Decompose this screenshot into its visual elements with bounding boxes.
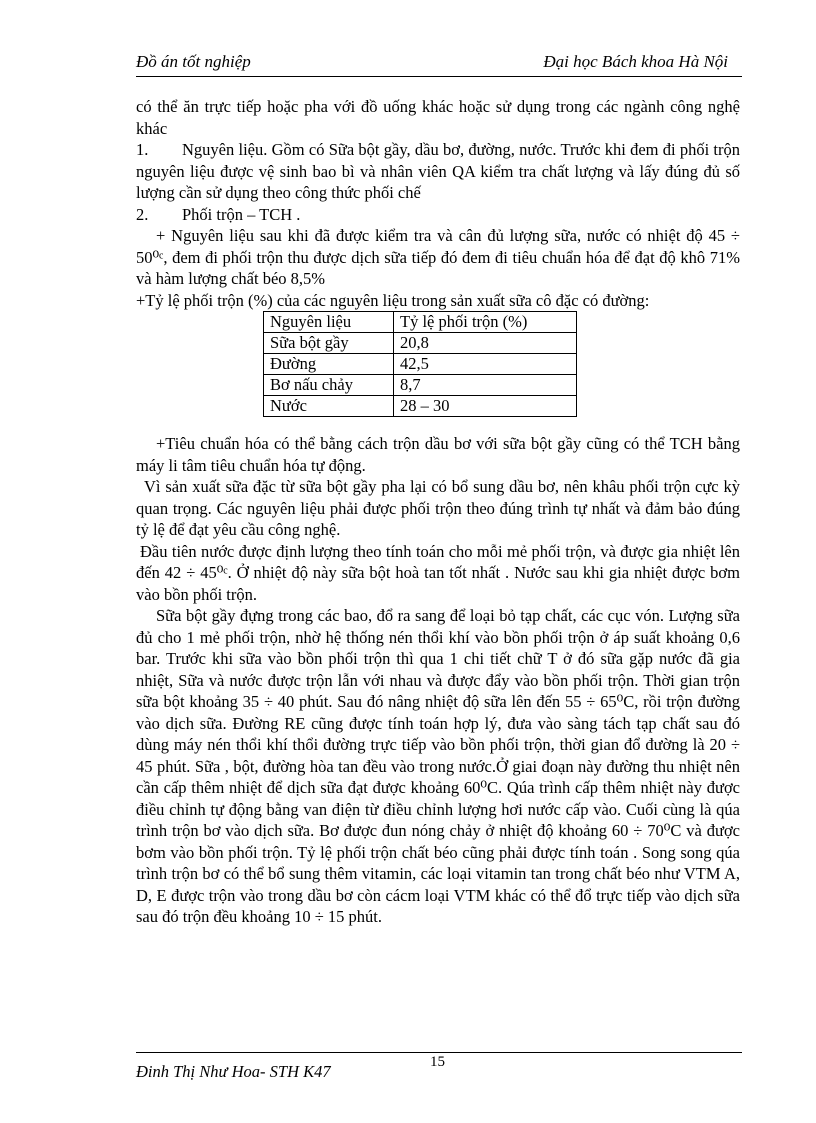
header-doc-title: Đồ án tốt nghiệp <box>136 52 251 71</box>
paragraph-raw-check: + Nguyên liệu sau khi đã được kiểm tra và cân đủ lượng sữa, nước có nhiệt độ 45 ÷ 50⁰ᶜ, đem đi phối trộn thu được dịch sữa tiếp đó đem đi tiêu chuẩn hóa để đạt độ khô 71% và hàm lượng chất béo 8,5% <box>136 226 740 288</box>
table-cell: Sữa bột gầy <box>264 333 394 354</box>
table-cell: 8,7 <box>394 375 577 396</box>
list-number: 2. <box>136 204 149 224</box>
page-number: 15 <box>430 1054 445 1070</box>
table-row <box>264 396 577 417</box>
table-cell: Nước <box>264 396 394 417</box>
table-row <box>264 333 577 354</box>
paragraph-water-heating: Đầu tiên nước được định lượng theo tính toán cho mỗi mẻ phối trộn, và được gia nhiệt lên đến 42 ÷ 45⁰ᶜ. Ở nhiệt độ này sữa bột hoà tan tốt nhất . Nước sau khi gia nhiệt được bơm vào bồn phối trộn. <box>136 541 740 604</box>
list-item-text: Nguyên liệu. Gồm có Sữa bột gầy, dầu bơ, đường, nước. Trước khi đem đi phối trộn nguyên liệu được vệ sinh bao bì và nhân viên QA kiểm tra chất lượng và lấy đúng đủ số lượng cần sử dụng theo công thức phối chế <box>136 140 740 202</box>
list-item-raw-materials <box>136 139 740 204</box>
paragraph-process: Sữa bột gầy đựng trong các bao, đổ ra sang để loại bỏ tạp chất, các cục vón. Lượng sữa đủ cho 1 mẻ phối trộn, nhờ hệ thống nén thổi khí vào bồn phối trộn ở áp suất khoảng 0,6 bar. Trước khi sữa vào bồn phối trộn thì qua 1 chi tiết chữ T ở đó sữa gặp nước đã gia nhiệt, Sữa và nước được trộn lẫn với nhau và được đẩy vào bồn phối trộn. Thời gian trộn sữa bột khoảng 35 ÷ 40 phút. Sau đó nâng nhiệt độ sữa lên đến 55 ÷ 65⁰C, rồi trộn đường vào dịch sữa. Đường RE cũng được tính toán hợp lý, đưa vào sàng tách tạp chất sau đó dùng máy nén thổi khí thổi đường trực tiếp vào bồn phối trộn, thời gian đổ đường là 20 ÷ 45 phút. Sữa , bột, đường hòa tan đều vào trong nước.Ở giai đoạn này đường thu nhiệt nên cần cấp thêm nhiệt để dịch sữa đạt được khoảng 60⁰C. Qúa trình cấp thêm nhiệt này được điều chỉnh tự động bằng van điện từ điều chỉnh lượng hơi nước cấp vào. Cuối cùng là qúa trình trộn bơ vào dịch sữa. Bơ được đun nóng chảy ở nhiệt độ khoảng 60 ÷ 70⁰C và được bơm vào bồn phối trộn. Tỷ lệ phối trộn chất béo cũng phải được tính toán . Song song qúa trình trộn bơ có thể bổ sung thêm vitamin, các loại vitamin tan trong chất béo như VTM A, D, E được trộn vào trong dầu bơ còn cácm loại VTM khác có thể đổ trực tiếp vào dịch sữa sau đó trộn đều khoảng 10 ÷ 15 phút. <box>136 606 740 926</box>
page-footer <box>136 1052 742 1083</box>
table-cell: 28 – 30 <box>394 396 577 417</box>
paragraph-importance: Vì sản xuất sữa đặc từ sữa bột gầy pha lại có bổ sung dầu bơ, nên khâu phối trộn cực kỳ quan trọng. Các nguyên liệu phải được phối trộn theo đúng trình tự nhất và đảm bảo đúng tỷ lệ để đạt yêu cầu công nghệ. <box>136 477 740 539</box>
table-cell: 42,5 <box>394 354 577 375</box>
header-university: Đại học Bách khoa Hà Nội <box>543 52 728 71</box>
paragraph-intro: có thể ăn trực tiếp hoặc pha với đồ uống khác hoặc sử dụng trong các ngành công nghệ khác <box>136 97 740 138</box>
footer-author: Đinh Thị Như Hoa- STH K47 <box>136 1062 331 1081</box>
page-header <box>136 50 742 77</box>
table-header-cell: Tỷ lệ phối trộn (%) <box>394 312 577 333</box>
mixing-ratio-table <box>263 311 577 417</box>
table-header-cell: Nguyên liệu <box>264 312 394 333</box>
table-cell: 20,8 <box>394 333 577 354</box>
paragraph-standardization: +Tiêu chuẩn hóa có thể bằng cách trộn dầu bơ với sữa bột gầy cũng có thể TCH bằng máy li tâm tiêu chuẩn hóa tự động. <box>136 434 740 475</box>
paragraph-ratio-title: +Tỷ lệ phối trộn (%) của các nguyên liệu trong sản xuất sữa cô đặc có đường: <box>136 290 650 310</box>
list-item-mixing <box>136 204 740 226</box>
page-body <box>136 96 740 928</box>
list-number: 1. <box>136 140 149 159</box>
table-row <box>264 375 577 396</box>
table-row <box>264 354 577 375</box>
table-header-row <box>264 312 577 333</box>
table-cell: Đường <box>264 354 394 375</box>
list-item-text: Phối trộn – TCH . <box>182 204 301 224</box>
table-cell: Bơ nấu chảy <box>264 375 394 396</box>
